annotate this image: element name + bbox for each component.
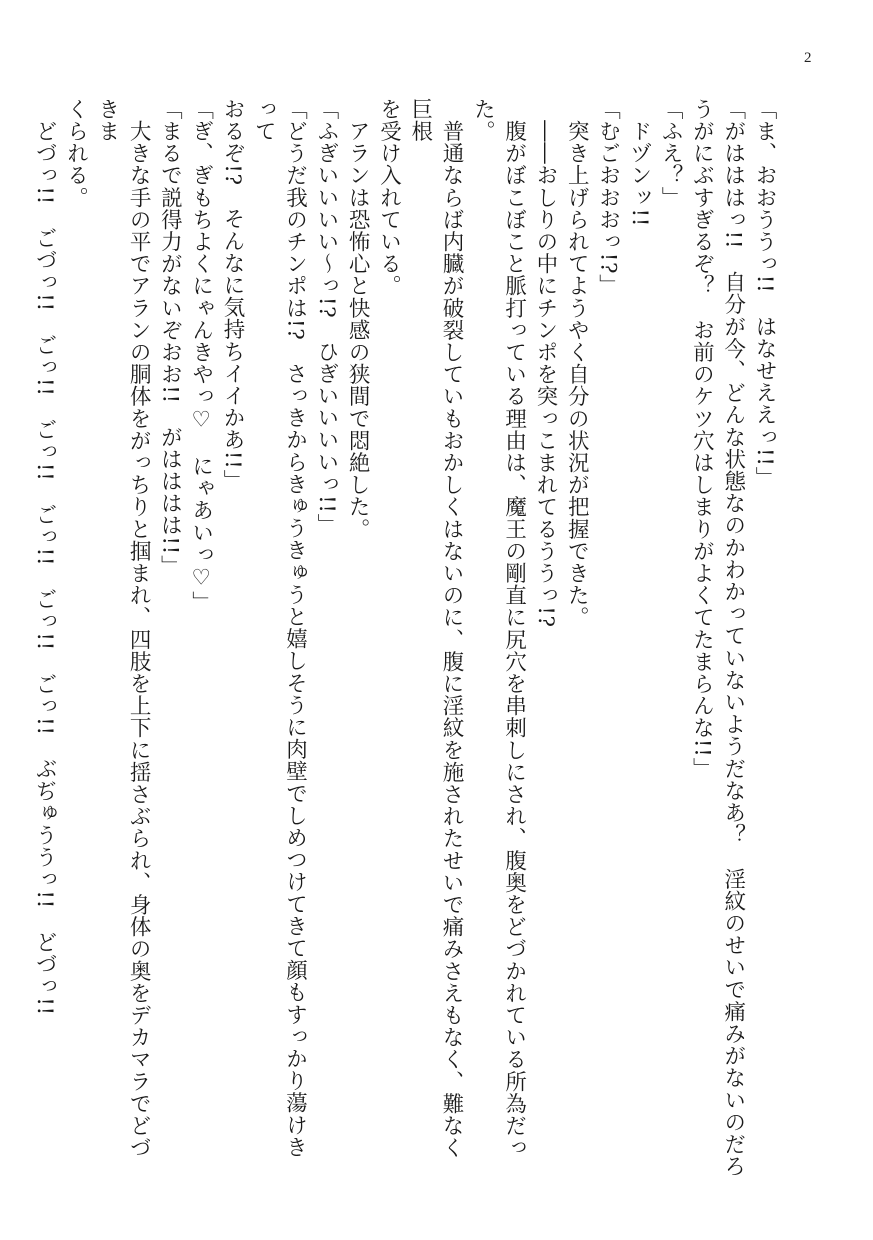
text-line: 「ぎ、ぎもちよくにゃんきやっ♡ にゃあいっ♡」	[188, 98, 214, 614]
text-line: を受け入れている。	[376, 98, 402, 297]
text-line: アランは恐怖心と快感の狭間で悶絶した。	[345, 98, 371, 540]
text-line: 普通ならば内臓が破裂していもおかしくはないのに、腹に淫紋を施されたせいで痛みさえもなく、難なく巨根	[407, 98, 465, 1159]
novel-body-text	[32, 98, 780, 1178]
text-line: 「がはははっ!! 自分が今、どんな状態なのかわかっていないようだなあ？ 淫紋のせいで痛みがないのだろ	[720, 98, 746, 1178]
text-line: どづっ!! ごづっ!! ごっ!! ごっ!! ごっ!! ごっ!! ごっ!! ぶぢゅううっ!! どづっ!!	[32, 98, 58, 1016]
text-line: 「ふえ？」	[658, 98, 684, 209]
text-line: おるぞ!? そんなに気持ちイイかあ!!」	[219, 98, 245, 492]
text-line: 突き上げられてようやく自分の状況が把握できた。	[564, 98, 590, 629]
text-line: 大きな手の平でアランの胴体をがっちりと掴まれ、四肢を上下に揺さぶられ、身体の奥をデカマラでどづきま	[94, 98, 152, 1159]
text-line: 「まるで説得力がないぞおお!! がはははは!!」	[157, 98, 183, 577]
text-line: 腹がぼこぼこと脈打っている理由は、魔王の剛直に尻穴を串刺しにされ、腹奥をどづかれている所為だった。	[470, 98, 527, 1159]
text-line: 「ふぎいいいい〜っ!? ひぎいいいいっ!!」	[313, 98, 339, 536]
text-line: くられる。	[63, 98, 89, 209]
text-line: 「どうだ我のチンポは!? さっきからきゅうきゅうと嬉しそうに肉壁でしめつけてきて顔もすっかり蕩けきって	[251, 98, 308, 1159]
text-line: 「むごおおおっ!?」	[595, 98, 621, 297]
text-line: ――おしりの中にチンポを突っこまれてるううっ!?	[532, 98, 558, 628]
page-number: 2	[804, 50, 812, 66]
text-line: ドヅンッ!!	[626, 98, 652, 227]
text-line: うがにぶすぎるぞ？ お前のケツ穴はしまりがよくてたまらんな!!」	[689, 98, 715, 780]
text-line: 「ま、おおううっ!! はなせええっ!!」	[752, 98, 777, 489]
